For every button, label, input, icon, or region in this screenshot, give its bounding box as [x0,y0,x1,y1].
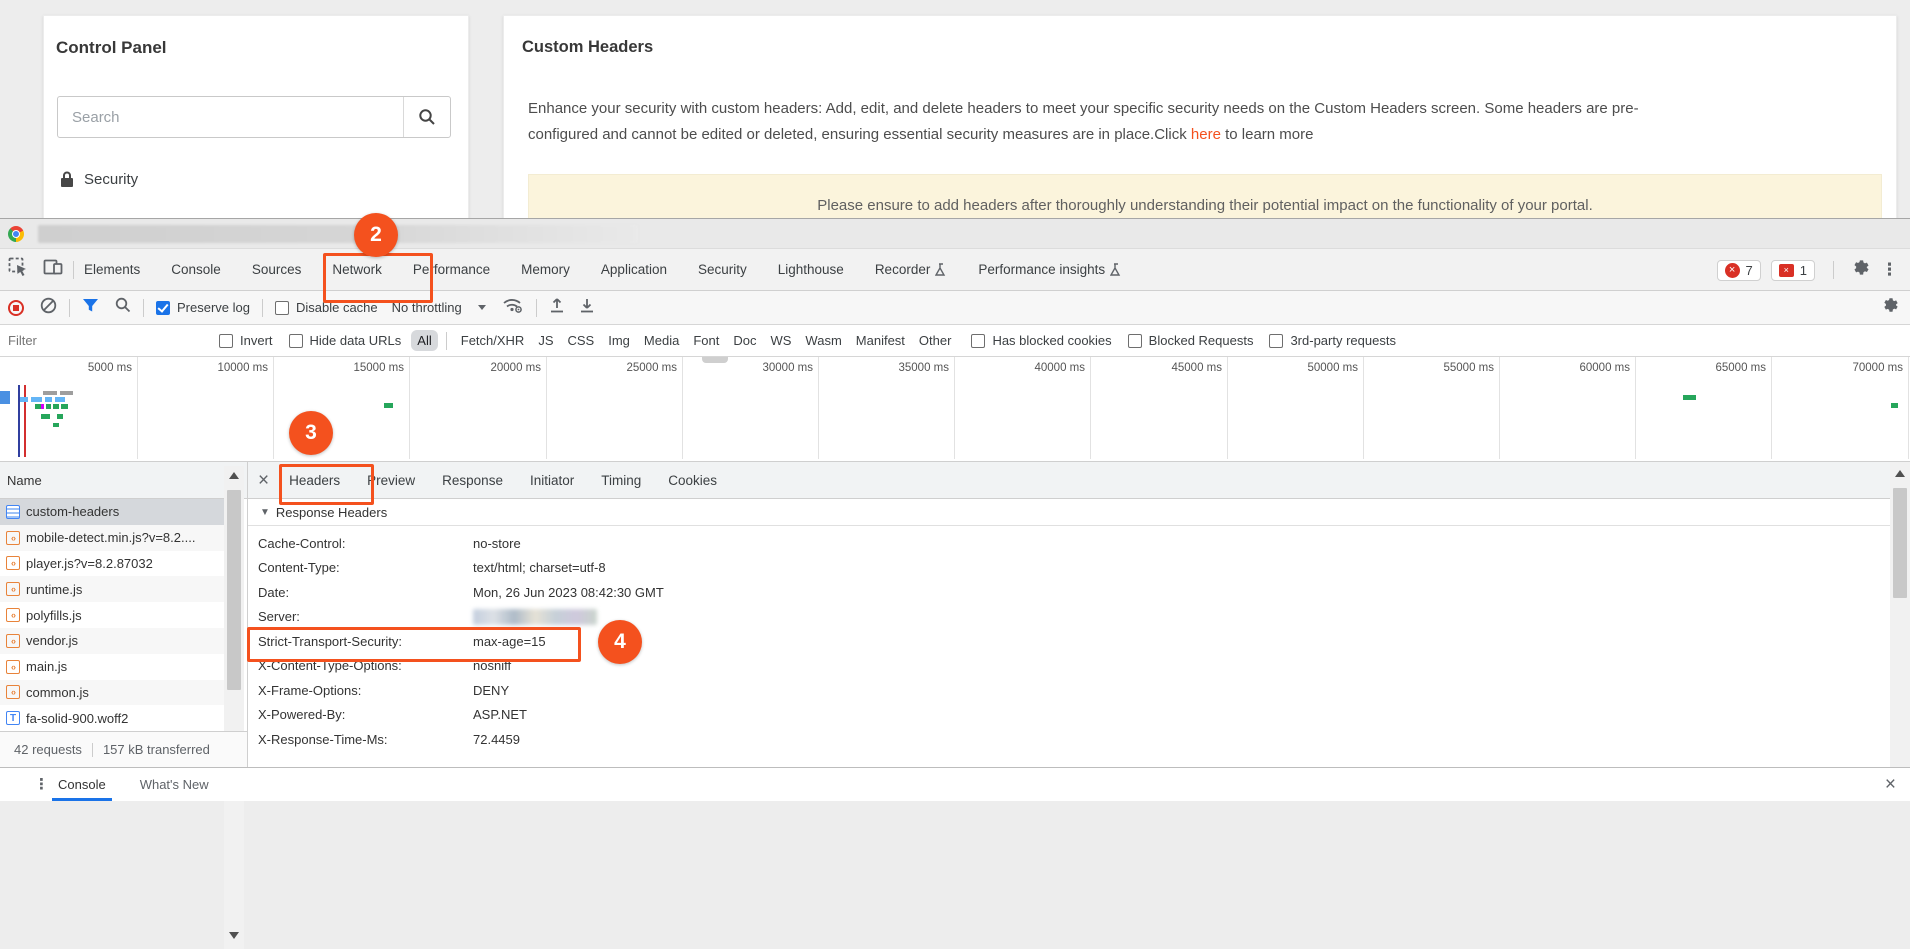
request-name: polyfills.js [26,607,82,623]
export-har-icon[interactable] [579,297,595,319]
tab-memory[interactable] [521,262,570,277]
headers-tab-annotation-box [279,464,374,505]
issue-count: 1 [1799,262,1807,278]
issue-count-badge[interactable] [1771,260,1815,281]
network-filter-row [0,325,1910,357]
filter-type-fetch-xhr[interactable]: Fetch/XHR [460,333,525,348]
custom-headers-card [503,15,1897,220]
js-file-icon: ‹› [6,685,20,699]
request-row-player-js-v-8-2-87032[interactable] [0,551,224,577]
security-label: Security [84,171,139,188]
waterfall-mark [55,397,65,402]
devtools-titlebar [0,219,1910,249]
waterfall-mark [24,385,26,457]
waterfall-mark [53,423,59,427]
resource-type-filters [411,330,957,351]
header-name: Strict-Transport-Security: [258,633,402,649]
search-input[interactable] [58,109,403,126]
step-3-label: 3 [305,421,317,444]
filter-blocked-requests [1128,333,1254,348]
detail-tab-timing[interactable]: Timing [601,472,642,488]
header-name: X-Powered-By: [258,707,346,723]
detail-tab-initiator[interactable]: Initiator [529,472,575,488]
filter-type-js[interactable]: JS [538,333,554,348]
sts-header-annotation-box [247,627,581,662]
tab-elements[interactable] [84,262,140,277]
timeline-tick-label: 55000 ms [1443,362,1494,374]
scroll-down-icon[interactable] [229,932,239,939]
request-list-panel [0,462,248,767]
devtools-settings-icon[interactable] [1852,258,1871,282]
request-name: player.js?v=8.2.87032 [26,555,153,571]
devtools-menu-icon[interactable]: ⋮ [1881,260,1898,280]
flask-icon [1110,263,1122,277]
filter-type-doc[interactable]: Doc [733,333,757,348]
extra-filters [971,333,1396,348]
filter-input[interactable] [0,332,205,349]
timeline-tick-label: 15000 ms [353,362,404,374]
tab-console[interactable] [171,262,221,277]
header-value: no-store [473,535,521,551]
blocked-requests-checkbox[interactable] [1128,334,1142,348]
filter-type-other[interactable]: Other [918,333,952,348]
preserve-log-checkbox[interactable] [156,301,170,315]
tab-label: Memory [521,262,570,277]
throttling-dropdown-icon[interactable] [478,305,486,310]
header-value: 72.4459 [473,731,520,747]
error-count-badge[interactable] [1717,260,1761,281]
filter-type-manifest[interactable]: Manifest [855,333,905,348]
console-drawer [0,767,1910,801]
detail-tab-cookies[interactable]: Cookies [668,472,718,488]
detail-tabbar [248,462,1910,499]
header-name: Server: [258,609,300,625]
timeline-tick-label: 45000 ms [1171,362,1222,374]
drawer-tabs [58,768,209,801]
response-headers-section[interactable] [248,499,1910,526]
request-row-fa-solid-900-woff2[interactable] [0,705,224,731]
font-file-icon: T [6,711,20,725]
waterfall-mark [31,397,42,402]
js-file-icon: ‹› [6,608,20,622]
header-row-x-powered-by [258,703,1158,728]
scroll-up-icon[interactable] [229,472,239,479]
tab-sources[interactable] [252,262,302,277]
timeline-tick-label: 65000 ms [1715,362,1766,374]
filter-type-wasm[interactable]: Wasm [805,333,842,348]
throttling-select[interactable]: No throttling [391,300,462,315]
devtools-window [0,218,1910,800]
waterfall-mark [18,385,20,457]
header-row-cache-control [258,531,1158,556]
search-icon [418,108,436,126]
js-file-icon: ‹› [6,531,20,545]
network-conditions-icon[interactable] [502,296,524,319]
header-name: X-Frame-Options: [258,682,362,698]
disable-cache-label: Disable cache [295,300,378,315]
has-blocked-cookies-checkbox[interactable] [971,334,985,348]
network-toolbar [0,291,1910,325]
request-rows [0,499,224,731]
invert-checkbox[interactable] [219,334,233,348]
request-row-vendor-js[interactable] [0,628,224,654]
tab-label: Lighthouse [777,262,844,277]
network-tab-annotation-box [323,253,433,303]
filter-type-ws[interactable]: WS [770,333,792,348]
step-2-badge [354,213,398,257]
custom-headers-title: Custom Headers [522,38,654,56]
preserve-log-label: Preserve log [177,300,250,315]
request-name: mobile-detect.min.js?v=8.2.... [26,530,196,546]
error-icon: × [1725,263,1740,278]
filter-type-font[interactable]: Font [693,333,720,348]
header-name: Content-Type: [258,560,340,576]
request-row-custom-headers[interactable] [0,499,224,525]
header-row-date [258,580,1158,605]
filter-has-blocked-cookies [971,333,1111,348]
collapse-triangle-icon: ▼ [260,506,270,518]
tab-label: Security [697,262,747,277]
scroll-thumb[interactable] [1893,488,1907,598]
header-value: max-age=15 [473,633,546,649]
issue-icon: × [1779,264,1794,277]
waterfall-mark [61,404,68,409]
request-row-common-js[interactable] [0,680,224,706]
name-column-header[interactable] [0,462,247,499]
waterfall-mark [53,404,59,409]
waterfall-mark [0,391,10,404]
learn-more-link[interactable]: here [1190,126,1221,143]
control-panel-title: Control Panel [56,38,167,57]
header-value: nosniff [473,658,512,674]
record-button[interactable] [8,300,24,316]
window-title-redacted [38,225,638,243]
timeline-gridline [1090,357,1091,459]
scroll-thumb[interactable] [227,490,241,690]
header-value: ASP.NET [473,707,527,723]
detail-tab-preview[interactable]: Preview [367,472,416,488]
filter-type-css[interactable]: CSS [567,333,595,348]
3rd-party-requests-checkbox[interactable] [1269,334,1283,348]
header-row-x-response-time-ms [258,727,1158,752]
step-4-label: 4 [614,630,626,653]
disable-cache-checkbox[interactable] [275,301,289,315]
waterfall-mark [41,404,44,409]
transferred-size: 157 kB transferred [102,742,210,757]
waterfall-mark [45,397,52,402]
has-blocked-cookies-label: Has blocked cookies [992,333,1112,348]
network-overview-timeline[interactable] [0,357,1910,462]
request-name: custom-headers [26,504,120,520]
close-drawer-icon[interactable]: × [1884,774,1896,795]
header-value: Mon, 26 Jun 2023 08:42:30 GMT [473,584,664,600]
request-detail-panel [248,462,1910,767]
drawer-tab-console[interactable]: Console [58,768,106,801]
timeline-tick-label: 10000 ms [217,362,268,374]
hide-data-urls-checkbox[interactable] [289,334,303,348]
waterfall-mark [60,391,73,395]
error-count: 7 [1745,262,1753,278]
tab-lighthouse[interactable] [778,262,844,277]
tab-label: Application [600,262,667,277]
header-row-content-type [258,556,1158,581]
step-2-label: 2 [370,223,382,246]
header-row-server [258,605,1158,630]
request-name: vendor.js [26,633,79,649]
description-line1: Enhance your security with custom headers: Add, edit, and delete headers to meet your specific security needs on the Custom Headers screen. Some headers are pre- [528,100,1639,117]
description-line2: configured and cannot be edited or deleted, ensuring essential security measures are in place.Click [528,126,1191,143]
waterfall-mark [41,414,50,419]
timeline-tick-label: 5000 ms [87,362,132,374]
filter-type-all[interactable]: All [411,330,437,351]
network-summary-bar [0,731,247,767]
3rd-party-requests-label: 3rd-party requests [1290,333,1396,348]
waterfall-mark [57,414,63,419]
devtools-main-tabs [84,262,1122,277]
timeline-tick-label: 35000 ms [898,362,949,374]
request-row-polyfills-js[interactable] [0,602,224,628]
step-4-badge [598,620,642,664]
waterfall-mark [1683,395,1696,400]
detail-tab-response[interactable]: Response [442,472,503,488]
request-name: fa-solid-900.woff2 [26,710,129,726]
overview-drag-handle[interactable] [702,357,728,363]
timeline-gridline [409,357,410,459]
blocked-requests-label: Blocked Requests [1148,333,1254,348]
search-button[interactable] [403,97,450,137]
header-row-x-frame-options [258,678,1158,703]
request-name: main.js [26,659,68,675]
timeline-tick-label: 70000 ms [1852,362,1903,374]
tab-application[interactable] [601,262,667,277]
inspect-element-icon[interactable] [8,257,29,282]
header-name: Cache-Control: [258,535,346,551]
doc-file-icon [6,505,20,519]
chrome-icon [8,226,24,242]
request-name: common.js [26,684,89,700]
description-text [528,96,1858,148]
header-value-redacted [473,609,597,625]
header-name: Date: [258,584,290,600]
requests-count: 42 requests [14,742,82,757]
timeline-tick-label: 60000 ms [1579,362,1630,374]
control-panel-search[interactable] [57,96,451,138]
devtools-tabbar [0,249,1910,291]
import-har-icon[interactable] [549,297,565,319]
request-name: runtime.js [26,581,83,597]
js-file-icon: ‹› [6,582,20,596]
flask-icon [935,263,947,277]
hide-data-urls-label: Hide data URLs [309,333,402,348]
clear-button[interactable] [40,297,57,319]
scroll-up-icon[interactable] [1895,470,1905,477]
timeline-gridline [1771,357,1772,459]
timeline-tick-label: 50000 ms [1307,362,1358,374]
control-panel-card [43,15,469,220]
header-value: DENY [473,682,510,698]
waterfall-mark [43,391,57,395]
tab-label: Network [332,262,382,277]
network-settings-icon[interactable] [1882,296,1900,319]
timeline-tick-label: 30000 ms [762,362,813,374]
close-detail-icon[interactable]: × [258,469,270,491]
step-3-badge [289,411,333,455]
tab-security[interactable] [698,262,747,277]
header-name: X-Response-Time-Ms: [258,731,388,747]
tab-label: Sources [251,262,302,277]
waterfall-mark [46,404,51,409]
drawer-tab-what-s-new[interactable]: What's New [139,777,209,792]
response-headers-title: Response Headers [275,504,388,520]
tab-recorder[interactable] [875,262,948,277]
tab-label: Recorder [874,262,931,277]
request-row-mobile-detect-min-js-v-8-2[interactable] [0,525,224,551]
warning-banner-text: Please ensure to add headers after thoroughly understanding their potential impact on the functionality of your portal. [817,196,1593,214]
timeline-gridline [1908,357,1909,459]
tab-label: Performance [412,262,491,277]
request-row-main-js[interactable] [0,654,224,680]
filter-toggle-icon[interactable] [82,298,99,318]
filter-type-img[interactable]: Img [608,333,630,348]
tab-label: Performance insights [978,262,1106,277]
js-file-icon: ‹› [6,556,20,570]
js-file-icon: ‹› [6,660,20,674]
device-toolbar-icon[interactable] [43,258,63,281]
lock-icon [60,171,74,188]
description-line2-end: to learn more [1220,126,1314,143]
header-value: text/html; charset=utf-8 [473,560,606,576]
tab-label: Console [171,262,221,277]
waterfall-mark [1891,403,1898,408]
network-search-icon[interactable] [115,297,131,318]
header-name: X-Content-Type-Options: [258,658,402,674]
tab-label: Elements [84,262,141,277]
request-list-scrollbar[interactable] [224,466,244,949]
detail-tab-headers[interactable]: Headers [289,472,341,488]
drawer-menu-icon[interactable]: ⋮ [34,775,49,793]
filter-3rd-party-requests [1269,333,1396,348]
name-header-label: Name [7,472,42,488]
sidebar-item-security[interactable] [60,171,138,188]
timeline-tick-label: 20000 ms [490,362,541,374]
js-file-icon: ‹› [6,634,20,648]
request-row-runtime-js[interactable] [0,576,224,602]
tab-performance-insights[interactable] [978,262,1122,277]
detail-scrollbar[interactable] [1890,462,1910,767]
invert-label: Invert [240,333,273,348]
waterfall-mark [384,403,393,408]
timeline-tick-label: 25000 ms [626,362,677,374]
timeline-tick-label: 40000 ms [1034,362,1085,374]
waterfall-mark [20,397,28,402]
filter-type-media[interactable]: Media [643,333,680,348]
